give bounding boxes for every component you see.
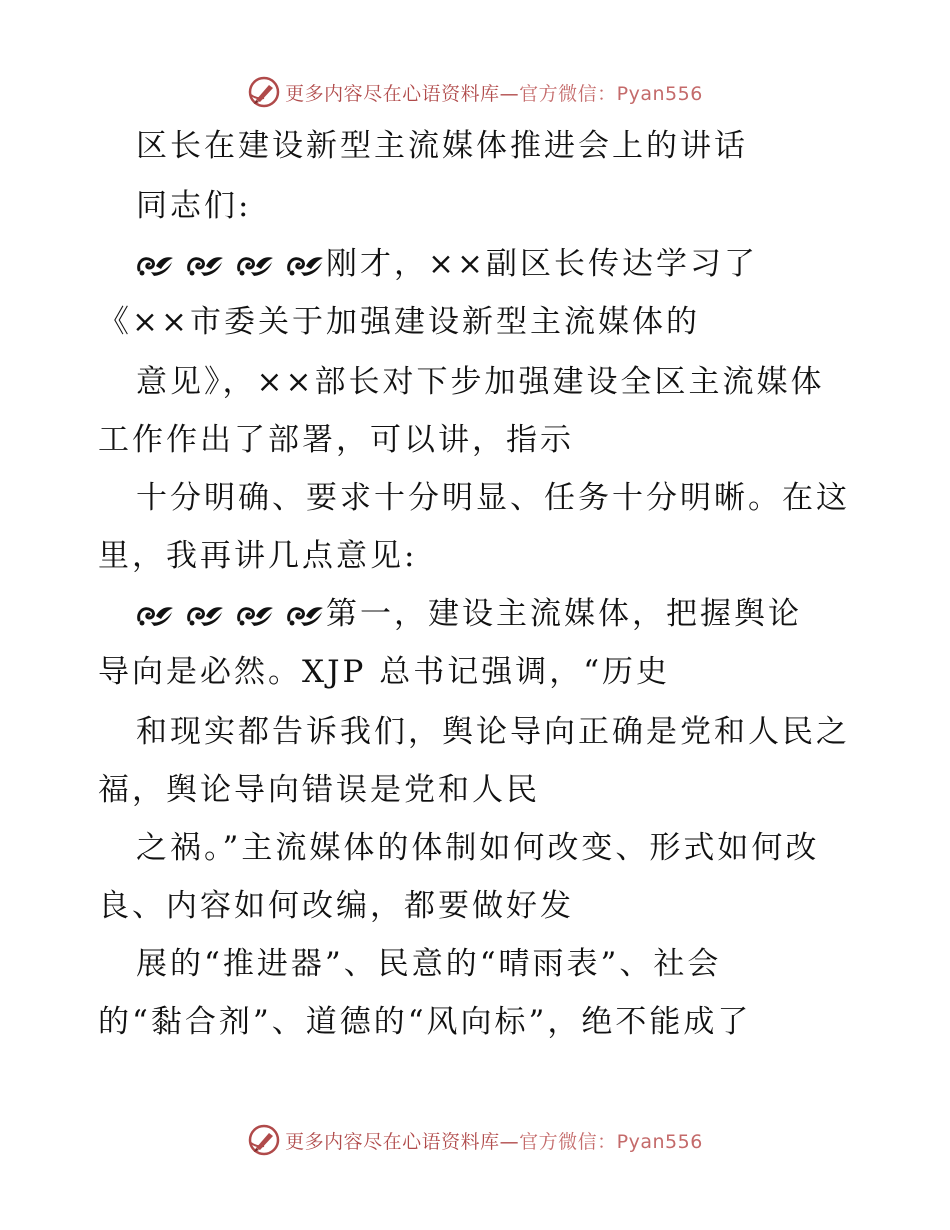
paragraph-line: 十分明确、要求十分明显、任务十分明晰。在这 xyxy=(136,480,850,516)
footer-watermark xyxy=(0,1120,950,1160)
fleuron-icon xyxy=(136,598,176,628)
paragraph-line: 第一，建设主流媒体，把握舆论 xyxy=(0,594,950,634)
paragraph-line: 的“黏合剂”、道德的“风向标”，绝不能成了 xyxy=(98,1004,752,1040)
watermark-text: 更多内容尽在心语资料库—官方微信：Pyan556 xyxy=(285,82,703,105)
salutation: 同志们: xyxy=(136,188,252,224)
fleuron-icon xyxy=(236,248,276,278)
fleuron-icon xyxy=(186,248,226,278)
paragraph-line: 之祸。”主流媒体的体制如何改变、形式如何改 xyxy=(136,830,820,866)
paragraph-line: 福，舆论导向错误是党和人民 xyxy=(98,772,540,808)
pen-logo-icon xyxy=(247,1123,281,1157)
paragraph-line: 里，我再讲几点意见: xyxy=(98,538,418,574)
paragraph-line: 工作作出了部署，可以讲，指示 xyxy=(98,422,574,458)
fleuron-icon xyxy=(186,598,226,628)
document-title: 区长在建设新型主流媒体推进会上的讲话 xyxy=(136,128,748,164)
fleuron-icon xyxy=(286,598,326,628)
fleuron-icon xyxy=(286,248,326,278)
paragraph-line: 良、内容如何改编，都要做好发 xyxy=(98,888,574,924)
paragraph-line: 意见》，××部长对下步加强建设全区主流媒体 xyxy=(136,364,825,400)
watermark-text: 更多内容尽在心语资料库—官方微信：Pyan556 xyxy=(285,1130,703,1153)
paragraph-line: 和现实都告诉我们，舆论导向正确是党和人民之 xyxy=(136,714,850,750)
paragraph-line: 导向是必然。XJP 总书记强调，“历史 xyxy=(98,654,671,690)
fleuron-icon xyxy=(136,248,176,278)
paragraph-line: 《××市委关于加强建设新型主流媒体的 xyxy=(98,304,700,340)
fleuron-icon xyxy=(236,598,276,628)
paragraph-line: 刚才，××副区长传达学习了 xyxy=(0,244,950,284)
paragraph-line: 展的“推进器”、民意的“晴雨表”、社会 xyxy=(136,946,722,982)
